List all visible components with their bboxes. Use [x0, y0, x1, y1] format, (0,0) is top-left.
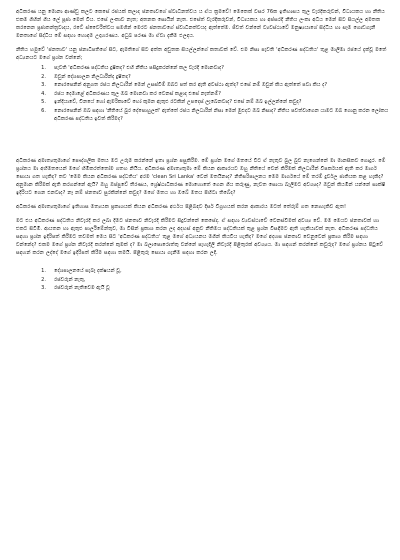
list-item: 1. දේශපාලනයේ සැබෑ දක්ෂයන් වූ, — [41, 268, 122, 275]
list-item: 1. පැවති 'අධිකරණ පද්ධතිය දුෂිතද? එහි නීතිය පසිදුකරන්නේ කල වැරදි මොනවාද? — [41, 65, 224, 71]
list-item: 3. රජවරුන් නැතිවෙම ඇයි වූ — [41, 285, 110, 292]
list-item: 4. රජය දෙමාළේ අධිකරණය තුල ඔබ මොනවා කර වෙනස් කළාද එසේ නැත්නම්? — [41, 90, 221, 97]
question-list — [16, 65, 390, 123]
list-item: 2. ඔවුන් දේශපාලන නිලධාරීන්ද දුෂිතද? — [41, 73, 131, 80]
list-item: 6. නොරපෙනින් ඔබ සඳහා 'නීතියේ බුර දේපොහුලත්' ඇත්තේ රජය නිලධාරීන් නිසා මෙන් මුළුදට ඔබ නිසාද? නීතිය පවත්වාගෙන යාමට ඔබ ගොනු කරන ලෝකය අධිකරණ පද්ධතිය ඉවත් කිරීමද? — [41, 107, 389, 122]
paragraph-questions-lead: නීතිය හමුවේ 'ජනතාව' යනු ජනාධිපතිගේ සිට, ඇමතිගේ සිට අත්ත අඩුතක සියල්ලන්ගේ කතාවක් වේ. එම නිසා පැවති 'අධිකරණ පද්ධතිය' තුළ මාලිමා රජයේ දැක්වූ මතේ අධ්‍යනයට මගේ ප්‍රශ්න වන්නේ; — [16, 47, 387, 61]
list-item: 3. නොරපෙනින් අනුගත රජය නිලධාරීන් මෙන් උසස්වීම් ඔබට පත් කර ඇති අවස්ථා ඇත්ද? එසේ නම් ඔවුන් කිය ඇත්තේ පවා කිය ද? — [41, 82, 328, 89]
paragraph-intro: අධිකරණ යනු මොනා ආණ්ඩු කලට කෙසේ රජයක් කලාද ජනතාවගේ ස්වාධීනත්වය ය ඒය ක්‍රමවේ! මෙතෙක් වසර 76ක ඉතිහාසය තුල වැරදිකරුවන්, විධායකය හා නීතිය එකම ගිහින් ගිය ලේ පූජා මෙන් විය. එසේ ලංකාව නැත; අතනක සොයින් නැත. එසේත් වැරදිකරුවන්, විධායකය හා අප්සරදි නීතිය ලංකා අධිය මෙන් සිට සියල්ල අමතක කරනෙන ප්‍රජාතන්ත්‍රවාදය, රටේ ස්වෛරීත්වය සමගින් මෙරට ජනතාවගේ ස්වාධීනත්වයද ඇත්තේම. ජීවත් වන්නේ ව්‍යවස්ථාවේ මනුෂ්‍යයාගේ සිද්ධිය හා සෑම ගොඩගැනී මනතාගේ සිද්ධිය මේ සඳහා හොඳම උදාහරණය. අධුබ පරණ මා ඒවා දැකීම එලඳය. — [16, 9, 385, 39]
paragraph-minister-view: අධිකරණ අමාත්‍යතුමාගේ පෞද්ගලික මතය මට උරුම කරන්නේ ඉතා ප්‍රශ්න පසුකිරීම. මේ ප්‍රශ්න මගේ මතයේ වීට ඒ නැතුව බුල බුව නැගෙන්නේ මා මානසිකව ගොදුර. මේ ප්‍රශ්නය මා අභිමතයෙන් මගේ හිමිකරත්තෝම ගතහ නියිය. අධිකරණ අමාත්‍යතුමා මේ කියන ආකාරයට ඔහු නීතියේ වෙන් කිරීමක් නිලධාරීන් විපර්කයක් ඇති කර මාර්ග සොයා ගත හැකිද? තව 'මෙම කියන අධිකරණ පද්ධතිය' අරම 'clean Sri Lanka' වෙන් මතයිනාද? නිතිපරිපාලනය මෙම මාර්ගයේ මේ තරම් දුර්වල ජාතියක කළ හැකිද? අනුමාන කිරීමක් ඇති කරගන්නේ ඇයි? ඔහු ඔප්පුවේ තීරණය, ශ්‍රේෂ්ඨාධිකරණ මොහොතේ ගෙන ගිය කරුණු, නැවත සොයා බැලීමට අවශ්‍යද? ඔවුන් කියමින් යන්නේ සාක්ෂි ඉදිරියට ගෙන එනවාද? නෑ නම් ජනතාව සුරකින්නේ කවුද? මගේ මතය හා ඔබේ මතය පිහිටා තිබේද? — [16, 158, 386, 197]
list-item: 2. රජවරුන් නැතු, — [41, 276, 86, 283]
paragraph-minister-history: අධිකරණ අමාත්‍යතුමාගේ ඉතිහාස මත්‍යයක ප්‍රකාශයක් කියන අධිකරණ අර්ථය පිළිබඳව දීර්ඝ විග්‍රහයක් කරන ආකාරය මටත් තේරුම් ගත නොහැකිව ඇත! — [16, 204, 347, 211]
paragraph-reform: මට එය අධිකරණ පද්ධතිය නිවැරදි කර ලබා දීමට ජනතාව නිවැරදි කිරීමට සිදුවන්නේ කෙසේද. ඒ සඳහා ව්‍යවස්ථාවේ වෙනස්වීමක් අවශ්‍ය වේ. මම මෙයට ජනතාවක් හා එකට සිටිමි. ආයතන හා ඇතුළු පාර්ලිමේන්තුව, මා විසින් ප්‍රකාශ කරන ලද අදහස් අනුව නීතිමය පද්ධතියක් තුළ ප්‍රශ්න විසඳීමට ඇති හැකියාවක් නැත. අධිකරණ පද්ධතිය සඳහා ප්‍රශ්න ඉදිරිපත් කිරීමට තවමත් මෙය සිට 'අධිකරණ පද්ධතිය' තුළ මගේ අධ්‍යයනය මගින් කියවිය හැකිද? මගේ අදහස ජනතාව වෙනුවෙන් ප්‍රකාශ කිරීම සඳහා වන්නේද? එකම මගේ ප්‍රශ්න නිවැරදි කරන්නේ කුමක් ද? මා බලාපොරොත්තු වන්නේ පැහැදිලි නිවැරදි පිළිතුරක් අවශ්‍යය. මා සඳහන් කරන්නේ කවුරුද? මගේ ප්‍රශ්නය පිටුවේ සඳහන් කරන ලද්දේ මගේ ඉදිරිපත් කිරීම සඳහා තමයි. පිළිතුරු සොයා ගැනීම සඳහා කරන ලදී. — [16, 218, 383, 257]
closing-list — [16, 268, 390, 293]
list-item: 5. ඉන්දියාවේ, චීනයේ හෝ ඇමරිකාවේ හෝ කුමන ඇතුළු රටකින් උපදෙස් ලැබෙනවාද? එසේ නම් ඔබ ඉල්ලන්නේ කවුද? — [41, 99, 302, 106]
